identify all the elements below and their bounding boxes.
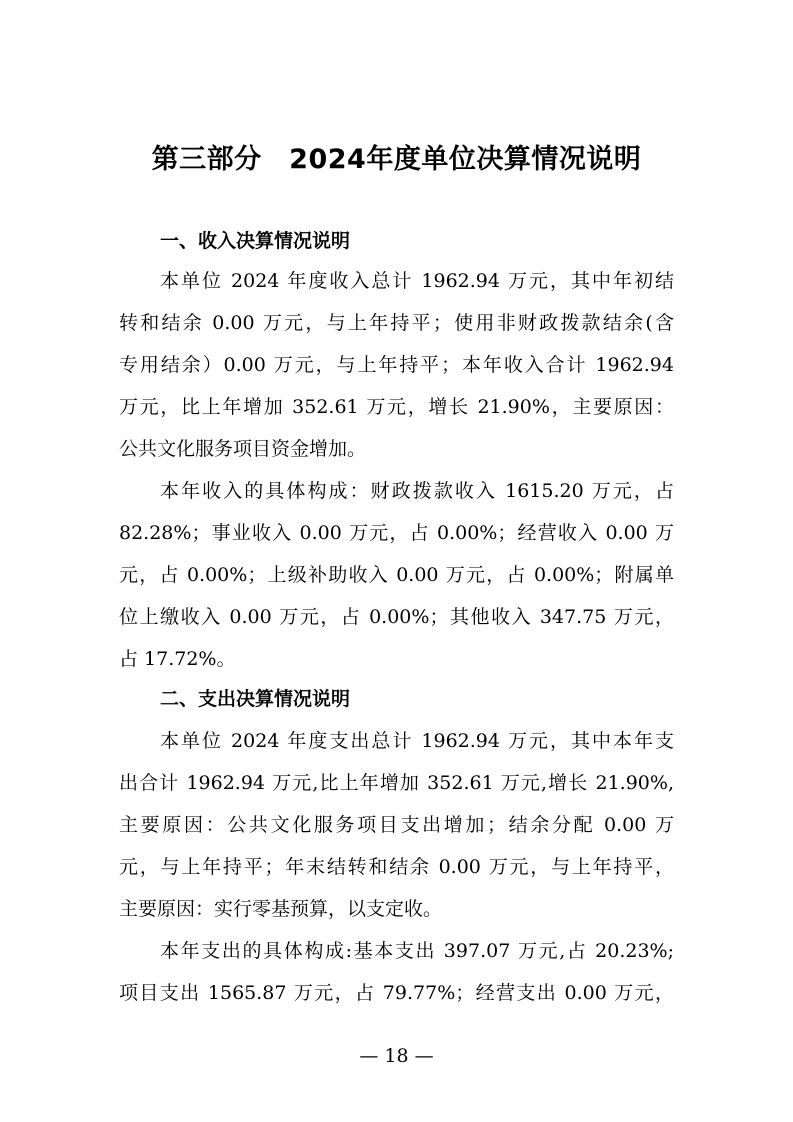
text-line: 元，与上年持平；年末结转和结余 0.00 万元，与上年持平， xyxy=(119,856,674,878)
page-title: 第三部分 2024年度单位决算情况说明 xyxy=(151,144,642,175)
page-number: — 18 — xyxy=(359,1045,434,1067)
text-line: 本年收入的具体构成：财政拨款收入 1615.20 万元，占 xyxy=(160,480,674,502)
text-line: 转和结余 0.00 万元，与上年持平；使用非财政拨款结余(含 xyxy=(119,312,674,334)
text-line: 本单位 2024 年度收入总计 1962.94 万元，其中年初结 xyxy=(160,270,674,292)
text-line: 主要原因：实行零基预算，以支定收。 xyxy=(119,898,443,920)
text-line: 本年支出的具体构成:基本支出 397.07 万元,占 20.23%; xyxy=(160,940,674,962)
text-line: 专用结余）0.00 万元，与上年持平；本年收入合计 1962.94 xyxy=(119,354,674,376)
section-heading-expenditure: 二、支出决算情况说明 xyxy=(160,688,351,710)
text-line: 占 17.72%。 xyxy=(119,648,236,670)
text-line: 出合计 1962.94 万元,比上年增加 352.61 万元,增长 21.90%, xyxy=(119,772,674,794)
text-line: 项目支出 1565.87 万元，占 79.77%；经营支出 0.00 万元， xyxy=(119,982,674,1004)
text-line: 主要原因：公共文化服务项目支出增加；结余分配 0.00 万 xyxy=(119,814,674,836)
text-line: 万元，比上年增加 352.61 万元，增长 21.90%，主要原因： xyxy=(119,396,674,418)
text-line: 位上缴收入 0.00 万元，占 0.00%；其他收入 347.75 万元， xyxy=(119,606,674,628)
text-line: 本单位 2024 年度支出总计 1962.94 万元，其中本年支 xyxy=(160,730,674,752)
section-heading-income: 一、收入决算情况说明 xyxy=(160,230,351,252)
text-line: 公共文化服务项目资金增加。 xyxy=(119,438,367,460)
text-line: 82.28%；事业收入 0.00 万元，占 0.00%；经营收入 0.00 万 xyxy=(119,522,674,544)
text-line: 元，占 0.00%；上级补助收入 0.00 万元，占 0.00%；附属单 xyxy=(119,564,674,586)
